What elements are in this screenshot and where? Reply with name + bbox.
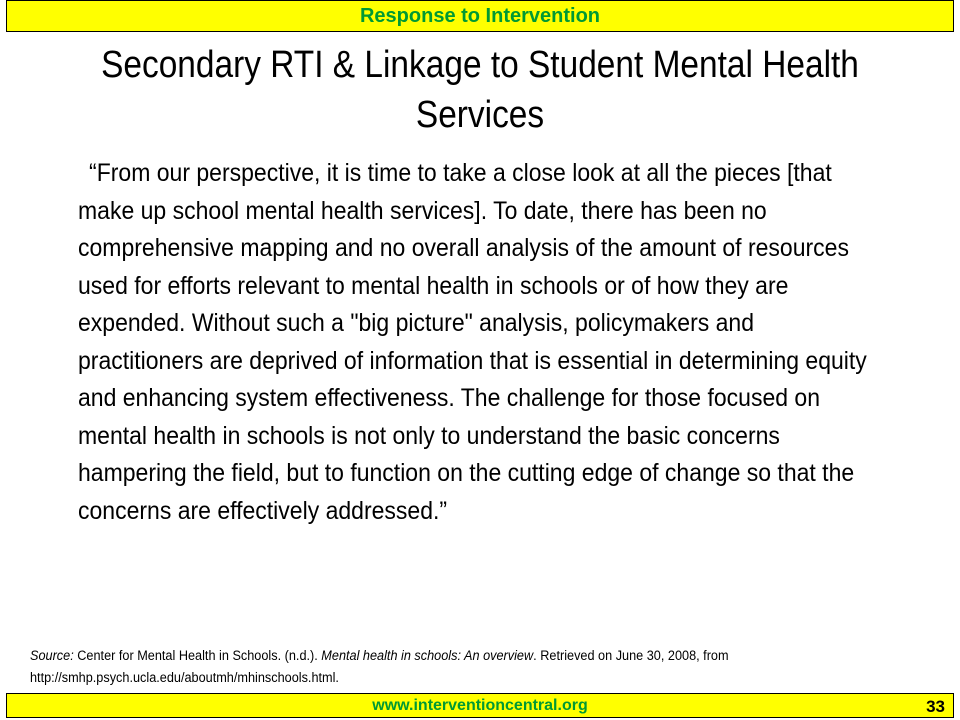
slide-title: Secondary RTI & Linkage to Student Mental Health Services [101,44,859,136]
source-citation [30,645,876,689]
footer-url-link[interactable]: www.interventioncentral.org [372,696,588,714]
header-bar [6,0,954,32]
source-text-2: . Retrieved on June 30, 2008, from http://smhp.psych.ucla.edu/aboutmh/mhinschools.html. [30,648,729,685]
source-label: Source: [30,648,74,663]
header-title: Response to Intervention [359,4,601,27]
source-work-title: Mental health in schools: An overview [321,648,534,663]
quote-text: “From our perspective, it is time to take a close look at all the pieces [that make up school mental health services]. To date, there has been no comprehensive mapping and no overall analysis of the amount of resources used for efforts relevant to mental health in schools or of how they are expended. Without such a "big picture" analysis, policymakers and practitioners are deprived of information that is essential in determining equity and enhancing system effectiveness. The challenge for those focused on mental health in schools is not only to understand the basic concerns hampering the field, but to function on the cutting edge of change so that the concerns are effectively addressed.” [78,159,867,525]
page-number: 33 [926,697,945,716]
source-text-1: Center for Mental Health in Schools. (n.d.). [73,648,322,663]
footer-bar [6,693,954,718]
